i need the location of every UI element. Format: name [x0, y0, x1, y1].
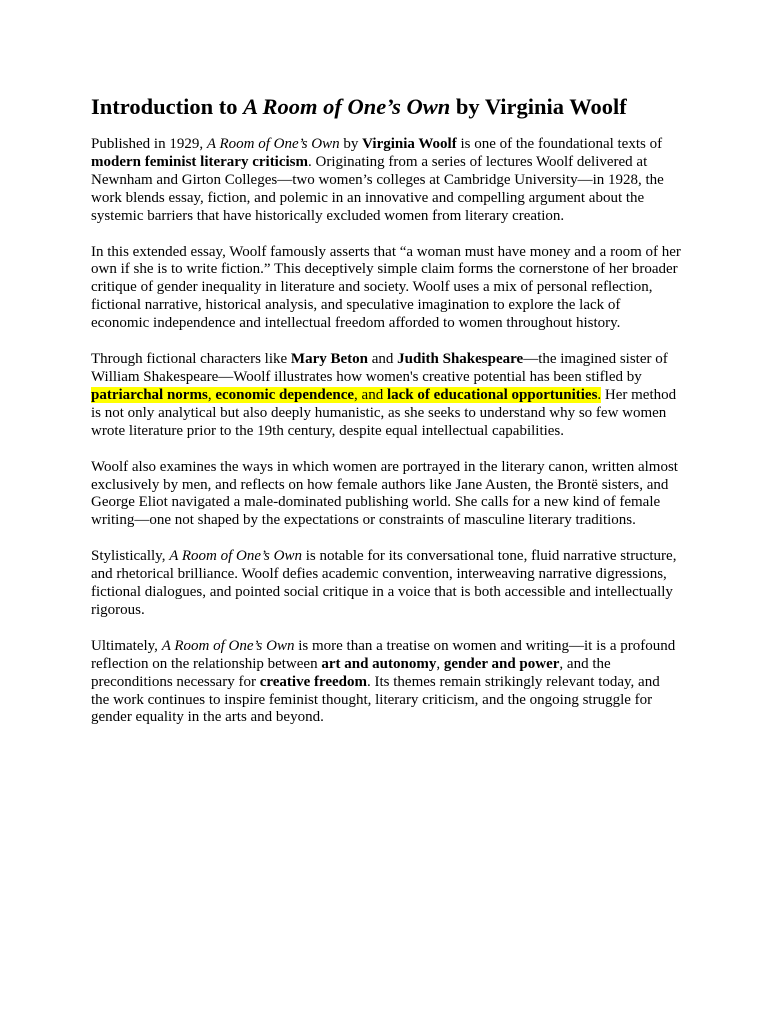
paragraph-3 [91, 351, 681, 441]
p6-book-title: A Room of One’s Own [161, 637, 295, 654]
p5-text-1: Stylistically, [91, 548, 170, 565]
p1-text-2: by [339, 136, 363, 152]
p3-highlight [91, 387, 601, 403]
p3-character-judith-shakespeare: Judith Shakespeare [397, 351, 524, 368]
p3-highlight-3: lack of educational opportunities [386, 386, 598, 403]
p3-highlight-1: patriarchal norms [91, 386, 208, 403]
p5-text-2: is notable for its conversational tone, fluid narrative structure, and rhetorical brilliance. Woolf defies academic convention, interweaving narrative digressions, fictional dialogues, and pointed social critique in a voice that is both accessible and intellectually rigorous. [91, 548, 677, 618]
paragraph-4 [91, 459, 681, 531]
p1-text-3: is one of the foundational texts of [456, 136, 663, 152]
p6-text-1: Ultimately, [91, 637, 162, 654]
p6-text-2: is more than a treatise on women and writing—it is a profound reflection on the relationship between [91, 637, 676, 672]
document-page [91, 92, 681, 745]
paragraph-2 [91, 244, 681, 334]
p3-highlight-period: . [597, 386, 602, 403]
title-book: A Room of One’s Own [243, 94, 451, 119]
p1-text-1: Published in 1929, [91, 136, 207, 152]
p6-bold-2: gender and power [443, 655, 560, 672]
p6-text-4: , and the preconditions necessary for [91, 655, 611, 690]
p3-text-4: Her method is not only analytical but also deeply humanistic, as she seeks to understand why so few women wrote literature prior to the 19th century, despite equal intellectual capabilities. [91, 386, 677, 439]
p6-text-5: . Its themes remain strikingly relevant today, and the work continues to inspire feminist thought, literary criticism, and the ongoing struggle for gender equality in the arts and beyond. [91, 673, 660, 726]
title-prefix: Introduction to [91, 94, 244, 119]
p6-bold-1: art and autonomy [321, 655, 437, 672]
p3-highlight-sep-2: , and [354, 386, 387, 403]
p3-text-3: —the imagined sister of William Shakespeare—Woolf illustrates how women's creative potential has been stifled by [91, 351, 668, 385]
p6-text-3: , [436, 655, 444, 672]
p2-text: In this extended essay, Woolf famously asserts that “a woman must have money and a room of her own if she is to write fiction.” This deceptively simple claim forms the cornerstone of her broader critique of gender inequality in literature and society. Woolf uses a mix of personal reflection, fictional narrative, historical analysis, and speculative imagination to explore the lack of economic independence and intellectual freedom afforded to women throughout history. [91, 243, 681, 332]
p6-bold-3: creative freedom [259, 673, 368, 690]
title-suffix: by Virginia Woolf [450, 94, 627, 119]
p5-book-title: A Room of One’s Own [169, 548, 302, 565]
p3-text-1: Through fictional characters like [91, 351, 291, 368]
p3-highlight-sep-1: , [207, 386, 216, 403]
paragraph-6 [91, 638, 681, 728]
p4-text: Woolf also examines the ways in which women are portrayed in the literary canon, written almost exclusively by men, and reflects on how female authors like Jane Austen, the Brontë sisters, and George Eliot navigated a male-dominated publishing world. She calls for a new kind of female writing—one not shaped by the expectations or constraints of masculine literary traditions. [91, 458, 678, 529]
p1-text-4: . Originating from a series of lectures Woolf delivered at Newnham and Girton Colleges—two women’s colleges at Cambridge University—in 1928, the work blends essay, fiction, and polemic in an innovative and compelling argument about the systemic barriers that have historically excluded women from literary creation. [91, 153, 664, 224]
paragraph-1 [91, 136, 681, 226]
p1-author: Virginia Woolf [362, 136, 457, 152]
p3-character-mary-beton: Mary Beton [290, 351, 368, 368]
p1-book-title: A Room of One’s Own [206, 136, 340, 152]
p3-highlight-2: economic dependence [215, 386, 355, 403]
p3-text-2: and [368, 351, 398, 368]
paragraph-5 [91, 548, 681, 620]
p1-bold-phrase: modern feminist literary criticism [91, 153, 309, 170]
page-title [91, 92, 681, 122]
